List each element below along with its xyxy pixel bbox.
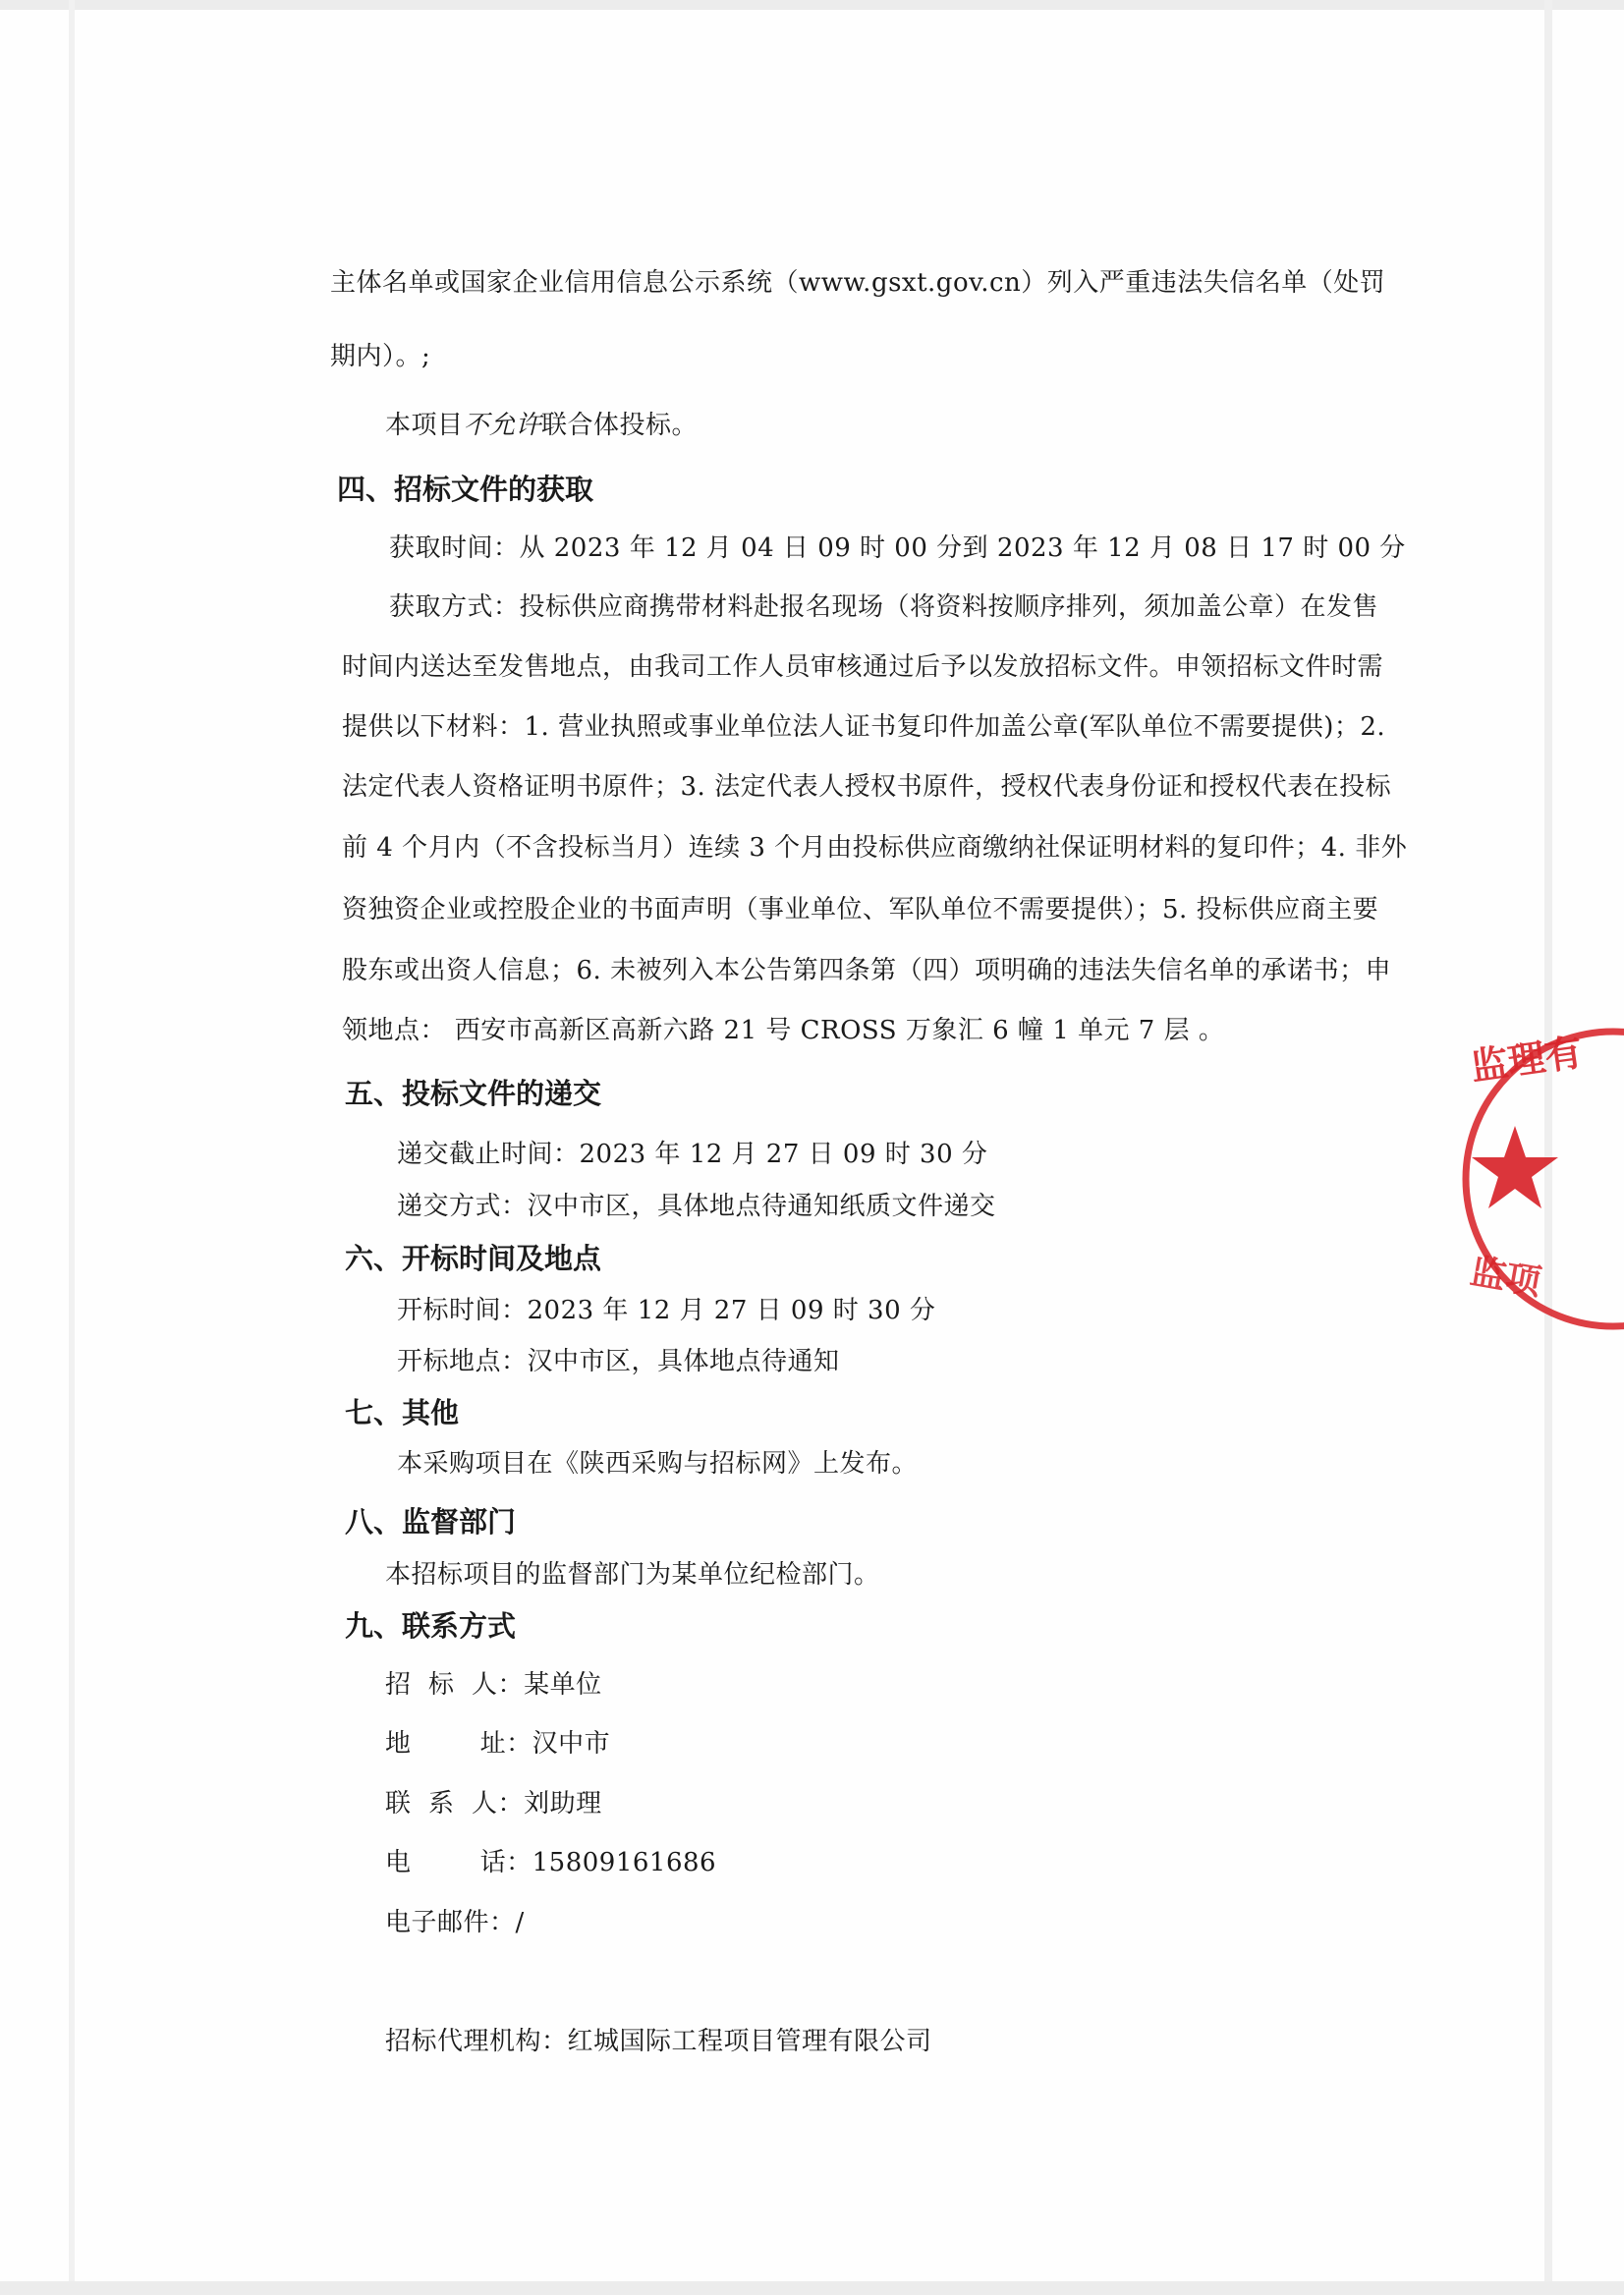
contact-row — [385, 1845, 716, 1880]
contact-label: 地 址： — [385, 1729, 532, 1759]
contact-label: 招 标 人： — [385, 1670, 525, 1700]
section4-method-line: 获取方式：投标供应商携带材料赴报名现场（将资料按顺序排列，须加盖公章）在发售 — [389, 592, 1379, 622]
contact-label: 联 系 人： — [385, 1789, 525, 1819]
consortium-statement — [385, 408, 698, 443]
section3-line1: 主体名单或国家企业信用信息公示系统（www.gsxt.gov.cn）列入严重违法失信名单（处罚 — [330, 268, 1386, 298]
svg-text:监理有: 监理有 — [1468, 1029, 1586, 1090]
svg-text:监项: 监项 — [1467, 1250, 1544, 1304]
section4-method-line: 时间内送达至发售地点，由我司工作人员审核通过后予以发放招标文件。申领招标文件时需 — [342, 652, 1384, 682]
agency-name: 红城国际工程项目管理有限公司 — [567, 2027, 932, 2056]
consortium-pre: 本项目 — [385, 411, 464, 440]
contact-value: 15809161686 — [532, 1848, 717, 1877]
section4-method-line: 股东或出资人信息；6. 未被列入本公告第四条第（四）项明确的违法失信名单的承诺书；申 — [342, 956, 1392, 985]
section6-place: 开标地点：汉中市区，具体地点待通知 — [397, 1347, 840, 1376]
scan-edge-top — [0, 0, 1624, 10]
section3-line2: 期内）。; — [330, 342, 431, 371]
seal-graphic — [1466, 1022, 1586, 1336]
section4-heading: 四、招标文件的获取 — [337, 473, 594, 506]
section6-heading: 六、开标时间及地点 — [345, 1242, 602, 1275]
section4-method-line: 前 4 个月内（不含投标当月）连续 3 个月由投标供应商缴纳社保证明材料的复印件；4. 非外 — [342, 833, 1408, 863]
contact-row — [385, 1786, 602, 1821]
contact-label: 电 话： — [385, 1848, 532, 1877]
section5-heading: 五、投标文件的递交 — [345, 1077, 602, 1110]
section4-method-line: 资独资企业或控股企业的书面声明（事业单位、军队单位不需要提供）；5. 投标供应商主要 — [342, 895, 1379, 924]
consortium-post: 联合体投标。 — [541, 411, 699, 440]
section4-time: 获取时间：从 2023 年 12 月 04 日 09 时 00 分到 2023 年 12 月 08 日 17 时 00 分 — [389, 533, 1406, 563]
contact-row — [385, 1905, 525, 1940]
agency-label: 招标代理机构： — [385, 2027, 568, 2056]
section4-method-line: 领地点： 西安市高新区高新六路 21 号 CROSS 万象汇 6 幢 1 单元 7 层 。 — [342, 1016, 1225, 1045]
section7-heading: 七、其他 — [345, 1396, 460, 1429]
agency-line — [385, 2024, 932, 2059]
section7-text: 本采购项目在《陕西采购与招标网》上发布。 — [397, 1449, 919, 1479]
section4-method-line: 法定代表人资格证明书原件；3. 法定代表人授权书原件，授权代表身份证和授权代表在投标 — [342, 772, 1392, 802]
contact-value: 某单位 — [524, 1670, 602, 1700]
contact-row — [385, 1667, 602, 1703]
section5-method: 递交方式：汉中市区，具体地点待通知纸质文件递交 — [397, 1192, 996, 1221]
contact-row — [385, 1726, 610, 1762]
section4-method-line: 提供以下材料：1. 营业执照或事业单位法人证书复印件加盖公章(军队单位不需要提供)；2. — [342, 712, 1386, 742]
section9-heading: 九、联系方式 — [345, 1609, 517, 1643]
scan-edge-left — [69, 0, 75, 2295]
scan-edge-bottom — [0, 2281, 1624, 2295]
section5-deadline: 递交截止时间：2023 年 12 月 27 日 09 时 30 分 — [397, 1140, 988, 1169]
section8-heading: 八、监督部门 — [345, 1505, 517, 1539]
consortium-em: 不允许 — [463, 411, 542, 440]
contact-value: 刘助理 — [524, 1789, 602, 1819]
contact-value: 汉中市 — [532, 1729, 611, 1759]
contact-value: / — [515, 1908, 525, 1937]
section6-time: 开标时间：2023 年 12 月 27 日 09 时 30 分 — [397, 1296, 936, 1325]
company-seal — [1466, 1022, 1586, 1336]
section8-text: 本招标项目的监督部门为某单位纪检部门。 — [385, 1560, 880, 1590]
contact-label: 电子邮件： — [385, 1908, 516, 1937]
